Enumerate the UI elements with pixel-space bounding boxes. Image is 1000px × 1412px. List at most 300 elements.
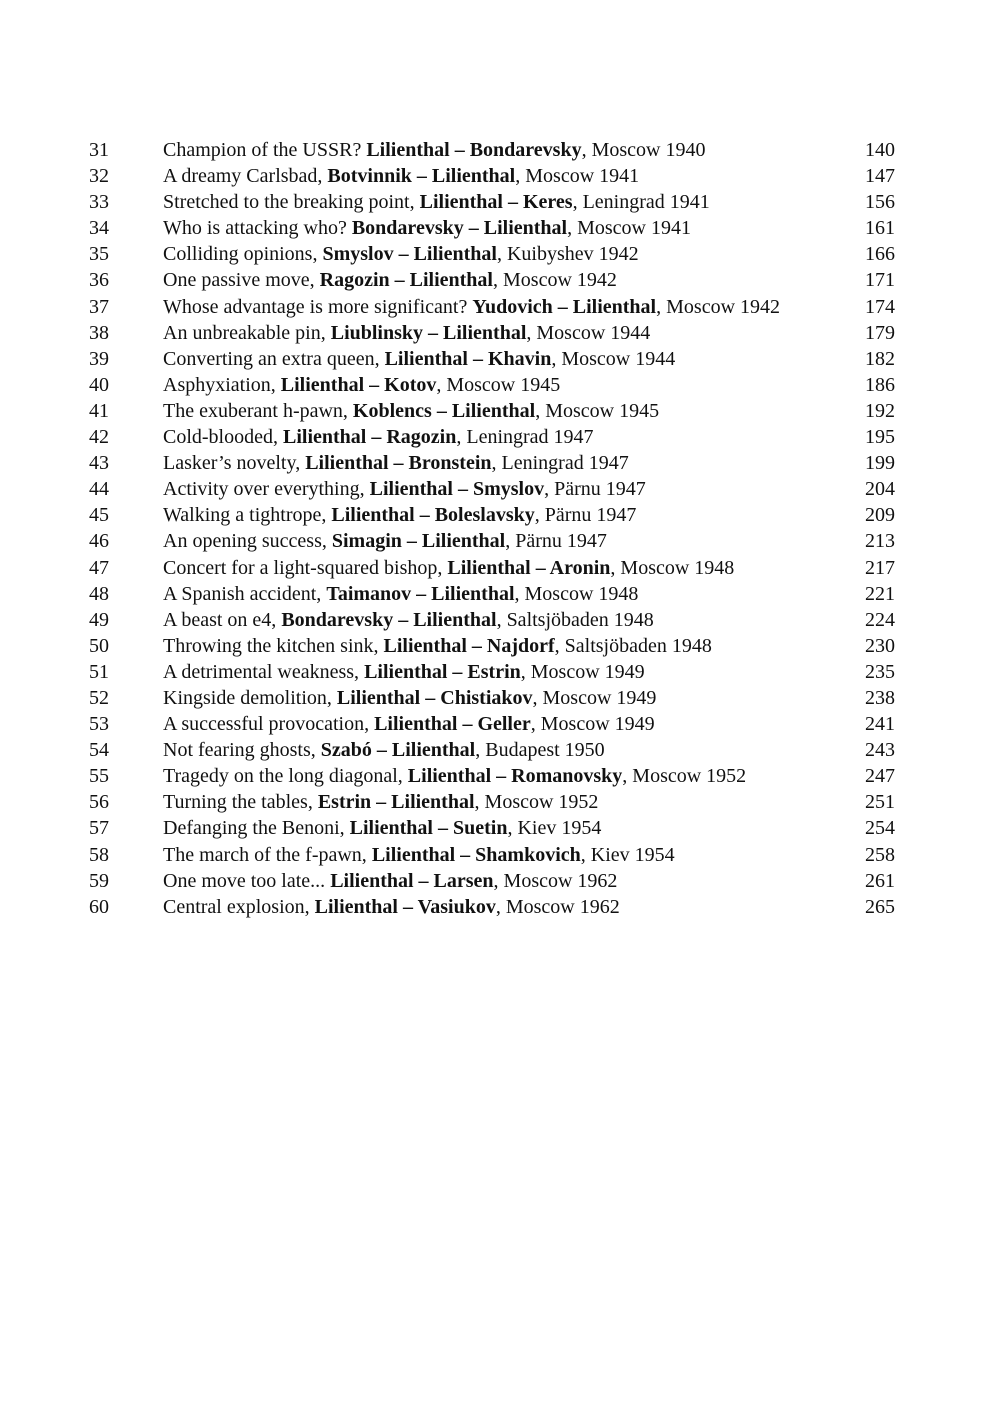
chapter-title: Walking a tightrope, <box>163 504 327 527</box>
black-player: Keres <box>522 191 573 214</box>
game-place-year: Moscow 1948 <box>524 582 639 605</box>
chapter-title: Central explosion, <box>163 895 310 918</box>
chapter-title-line <box>163 163 639 189</box>
chapter-number: 40 <box>89 373 109 396</box>
chapter-title: Kingside demolition, <box>163 686 332 709</box>
toc-entry <box>89 346 895 372</box>
players-separator: – <box>413 869 434 892</box>
chapter-title-line <box>163 711 655 737</box>
game-place-year: Moscow 1952 <box>632 765 747 788</box>
page-number: 235 <box>865 660 895 683</box>
page-number: 243 <box>865 739 895 762</box>
page-number: 182 <box>865 347 895 370</box>
toc-entry <box>89 555 895 581</box>
page-number: 241 <box>865 713 895 736</box>
toc-entry <box>89 215 895 241</box>
chapter-title: The exuberant h-pawn, <box>163 399 348 422</box>
chapter-title: One passive move, <box>163 269 315 292</box>
white-player: Lilienthal <box>330 869 414 892</box>
black-player: Lilienthal <box>431 165 516 188</box>
page-number: 247 <box>865 765 895 788</box>
toc-entry <box>89 450 895 476</box>
chapter-title-line <box>163 215 691 241</box>
players-separator: – <box>447 660 468 683</box>
page-number: 156 <box>865 191 895 214</box>
toc-entry <box>89 815 895 841</box>
toc-entry <box>89 241 895 267</box>
place-separator: , <box>554 634 565 657</box>
white-player: Lilienthal <box>371 843 456 866</box>
chapter-number: 41 <box>89 399 109 422</box>
chapter-title-line <box>163 685 656 711</box>
chapter-number: 31 <box>89 139 109 161</box>
white-player: Botvinnik <box>327 165 412 188</box>
chapter-title-line <box>163 763 746 789</box>
game-place-year: Budapest 1950 <box>485 739 605 762</box>
page-number: 186 <box>865 373 895 396</box>
toc-entry <box>89 868 895 894</box>
players-separator: – <box>552 295 573 318</box>
chapter-title-line <box>163 346 675 372</box>
game-place-year: Moscow 1942 <box>666 295 781 318</box>
page-number: 258 <box>865 843 895 866</box>
players-separator: – <box>491 765 512 788</box>
chapter-number: 38 <box>89 321 109 344</box>
chapter-title-line <box>163 894 620 920</box>
game-place-year: Saltsjöbaden 1948 <box>506 608 654 631</box>
place-separator: , <box>580 843 591 866</box>
players-separator: – <box>431 399 452 422</box>
chapter-number: 59 <box>89 869 109 892</box>
players-separator: – <box>388 452 409 475</box>
chapter-title-line <box>163 294 780 320</box>
black-player: Lilienthal <box>443 321 527 344</box>
players-separator: – <box>449 139 470 161</box>
game-place-year: Moscow 1944 <box>561 347 676 370</box>
chapter-number: 43 <box>89 452 109 475</box>
chapter-title-line <box>163 789 598 815</box>
chapter-title: A detrimental weakness, <box>163 660 360 683</box>
chapter-title: Defanging the Benoni, <box>163 817 345 840</box>
black-player: Geller <box>477 713 531 736</box>
black-player: Smyslov <box>472 478 545 501</box>
players-separator: – <box>530 556 550 579</box>
game-place-year: Moscow 1949 <box>542 686 657 709</box>
white-player: Lilienthal <box>283 426 367 449</box>
page-number: 221 <box>865 582 895 605</box>
white-player: Liublinsky <box>330 321 424 344</box>
page-number: 195 <box>865 426 895 449</box>
black-player: Estrin <box>467 660 521 683</box>
chapter-title-line <box>163 189 710 215</box>
players-separator: – <box>371 791 392 814</box>
white-player: Lilienthal <box>374 713 458 736</box>
chapter-title-line <box>163 528 607 554</box>
game-place-year: Moscow 1948 <box>620 556 735 579</box>
players-separator: – <box>457 713 478 736</box>
toc-entry <box>89 685 895 711</box>
page-number: 254 <box>865 817 895 840</box>
white-player: Lilienthal <box>419 191 503 214</box>
toc-entry <box>89 763 895 789</box>
black-player: Chistiakov <box>440 686 533 709</box>
toc-entry <box>89 424 895 450</box>
players-separator: – <box>371 739 392 762</box>
white-player: Lilienthal <box>407 765 492 788</box>
page-number: 217 <box>865 556 895 579</box>
black-player: Suetin <box>452 817 508 840</box>
black-player: Khavin <box>487 347 552 370</box>
toc-entry <box>89 267 895 293</box>
white-player: Szabó <box>320 739 372 762</box>
chapter-title: Throwing the kitchen sink, <box>163 634 379 657</box>
players-separator: – <box>364 373 385 396</box>
players-separator: – <box>398 895 418 918</box>
chapter-number: 52 <box>89 686 109 709</box>
chapter-number: 39 <box>89 347 109 370</box>
chapter-title-line <box>163 137 705 163</box>
chapter-number: 51 <box>89 660 109 683</box>
chapter-title: One move too late... <box>163 869 326 892</box>
page-number: 179 <box>865 321 895 344</box>
white-player: Lilienthal <box>364 660 448 683</box>
black-player: Lilienthal <box>413 243 497 266</box>
chapter-title-line <box>163 581 638 607</box>
game-place-year: Moscow 1942 <box>503 269 617 292</box>
place-separator: , <box>491 452 502 475</box>
players-separator: – <box>502 191 523 214</box>
place-separator: , <box>436 373 447 396</box>
toc-entry <box>89 737 895 763</box>
game-place-year: Kuibyshev 1942 <box>506 243 639 266</box>
players-separator: – <box>466 634 487 657</box>
game-place-year: Leningrad 1941 <box>582 191 710 214</box>
page-number: 147 <box>865 165 895 188</box>
place-separator: , <box>535 399 546 422</box>
page-number: 174 <box>865 295 895 318</box>
chapter-title-line <box>163 555 734 581</box>
chapter-number: 53 <box>89 713 109 736</box>
game-place-year: Leningrad 1947 <box>466 426 594 449</box>
page-number: 161 <box>865 217 895 240</box>
game-place-year: Kiev 1954 <box>590 843 675 866</box>
chapter-title: An unbreakable pin, <box>163 321 326 344</box>
chapter-number: 32 <box>89 165 109 188</box>
chapter-number: 55 <box>89 765 109 788</box>
players-separator: – <box>423 321 444 344</box>
game-place-year: Moscow 1945 <box>446 373 561 396</box>
chapter-title-line <box>163 320 650 346</box>
white-player: Lilienthal <box>314 895 398 918</box>
white-player: Smyslov <box>322 243 394 266</box>
place-separator: , <box>493 269 503 292</box>
chapter-number: 33 <box>89 191 109 214</box>
chapter-title-line <box>163 424 594 450</box>
chapter-number: 44 <box>89 478 109 501</box>
players-separator: – <box>389 269 410 292</box>
game-place-year: Moscow 1962 <box>503 869 618 892</box>
players-separator: – <box>463 217 484 240</box>
chapter-title-line <box>163 842 675 868</box>
chapter-title-line <box>163 868 617 894</box>
toc-entry <box>89 294 895 320</box>
white-player: Lilienthal <box>447 556 531 579</box>
black-player: Ragozin <box>386 426 457 449</box>
chapter-number: 49 <box>89 608 109 631</box>
white-player: Lilienthal <box>384 347 468 370</box>
chapter-title-line <box>163 267 617 293</box>
place-separator: , <box>456 426 467 449</box>
black-player: Romanovsky <box>511 765 623 788</box>
game-place-year: Moscow 1949 <box>530 660 645 683</box>
toc-entry <box>89 711 895 737</box>
place-separator: , <box>493 869 504 892</box>
white-player: Koblencs <box>352 399 432 422</box>
place-separator: , <box>572 191 583 214</box>
page-number: 265 <box>865 895 895 918</box>
place-separator: , <box>544 478 555 501</box>
white-player: Simagin <box>331 530 402 553</box>
chapter-title-line <box>163 450 629 476</box>
chapter-title-line <box>163 659 645 685</box>
chapter-title: Champion of the USSR? <box>163 139 362 161</box>
chapter-number: 46 <box>89 530 109 553</box>
black-player: Aronin <box>549 556 611 579</box>
black-player: Lilienthal <box>572 295 657 318</box>
chapter-title-line <box>163 607 654 633</box>
toc-entry <box>89 789 895 815</box>
page-number: 230 <box>865 634 895 657</box>
toc-entry <box>89 163 895 189</box>
game-place-year: Moscow 1945 <box>545 399 660 422</box>
chapter-title-line <box>163 737 605 763</box>
chapter-title: Concert for a light-squared bishop, <box>163 556 443 579</box>
players-separator: – <box>411 582 432 605</box>
white-player: Lilienthal <box>280 373 365 396</box>
toc-entry <box>89 607 895 633</box>
chapter-title: Who is attacking who? <box>163 217 347 240</box>
place-separator: , <box>507 817 518 840</box>
players-separator: – <box>455 843 476 866</box>
game-place-year: Moscow 1941 <box>525 165 640 188</box>
players-separator: – <box>467 347 488 370</box>
chapter-title: Stretched to the breaking point, <box>163 191 415 214</box>
chapter-number: 54 <box>89 739 109 762</box>
chapter-number: 36 <box>89 269 109 292</box>
place-separator: , <box>496 608 507 631</box>
players-separator: – <box>393 243 414 266</box>
chapter-title: Asphyxiation, <box>163 373 276 396</box>
toc-entry <box>89 581 895 607</box>
chapter-title: An opening success, <box>163 530 327 553</box>
chapter-title: Lasker’s novelty, <box>163 452 301 475</box>
chapter-title-line <box>163 815 601 841</box>
black-player: Lilienthal <box>483 217 568 240</box>
black-player: Shamkovich <box>475 843 581 866</box>
page-number: 204 <box>865 478 895 501</box>
toc-entry <box>89 398 895 424</box>
black-player: Kotov <box>384 373 437 396</box>
white-player: Lilienthal <box>349 817 433 840</box>
place-separator: , <box>514 582 525 605</box>
toc-entry <box>89 633 895 659</box>
chapter-title: Whose advantage is more significant? <box>163 295 468 318</box>
page-number: 166 <box>865 243 895 266</box>
place-separator: , <box>505 530 516 553</box>
toc-entry <box>89 189 895 215</box>
page-number: 251 <box>865 791 895 814</box>
players-separator: – <box>420 686 441 709</box>
black-player: Lilienthal <box>421 530 506 553</box>
chapter-number: 42 <box>89 426 109 449</box>
chapter-title: Turning the tables, <box>163 791 313 814</box>
chapter-title: Activity over everything, <box>163 478 365 501</box>
toc-entry <box>89 528 895 554</box>
toc-entry <box>89 372 895 398</box>
white-player: Taimanov <box>326 582 412 605</box>
game-place-year: Pärnu 1947 <box>544 504 637 527</box>
white-player: Lilienthal <box>331 504 415 527</box>
white-player: Lilienthal <box>366 139 450 161</box>
black-player: Boleslavsky <box>434 504 535 527</box>
chapter-number: 34 <box>89 217 109 240</box>
place-separator: , <box>622 765 633 788</box>
chapter-number: 45 <box>89 504 109 527</box>
black-player: Bondarevsky <box>469 139 582 161</box>
page-number: 192 <box>865 399 895 422</box>
toc-entry <box>89 320 895 346</box>
white-player: Bondarevsky <box>281 608 394 631</box>
chapter-number: 56 <box>89 791 109 814</box>
chapter-title: A Spanish accident, <box>163 582 322 605</box>
white-player: Lilienthal <box>305 452 389 475</box>
place-separator: , <box>534 504 545 527</box>
white-player: Lilienthal <box>383 634 467 657</box>
players-separator: – <box>411 165 432 188</box>
chapter-title: A beast on e4, <box>163 608 277 631</box>
game-place-year: Pärnu 1947 <box>554 478 646 501</box>
black-player: Lilienthal <box>413 608 497 631</box>
chapter-number: 47 <box>89 556 109 579</box>
black-player: Larsen <box>433 869 494 892</box>
chapter-title: Tragedy on the long diagonal, <box>163 765 403 788</box>
toc-entry <box>89 476 895 502</box>
chapter-title: A successful provocation, <box>163 713 370 736</box>
place-separator: , <box>532 686 543 709</box>
page-number: 213 <box>865 530 895 553</box>
white-player: Ragozin <box>319 269 390 292</box>
page-number: 238 <box>865 686 895 709</box>
chapter-title: The march of the f-pawn, <box>163 843 367 866</box>
page-number: 199 <box>865 452 895 475</box>
table-of-contents <box>89 137 895 920</box>
players-separator: – <box>366 426 387 449</box>
game-place-year: Moscow 1944 <box>536 321 651 344</box>
game-place-year: Moscow 1940 <box>591 139 706 161</box>
white-player: Lilienthal <box>369 478 453 501</box>
chapter-number: 57 <box>89 817 109 840</box>
place-separator: , <box>581 139 592 161</box>
chapter-title-line <box>163 398 659 424</box>
page-number: 140 <box>865 139 895 161</box>
page-number: 261 <box>865 869 895 892</box>
black-player: Najdorf <box>486 634 555 657</box>
chapter-title: Converting an extra queen, <box>163 347 380 370</box>
chapter-number: 60 <box>89 895 109 918</box>
place-separator: , <box>520 660 531 683</box>
players-separator: – <box>401 530 422 553</box>
page-number: 209 <box>865 504 895 527</box>
game-place-year: Moscow 1949 <box>540 713 655 736</box>
game-place-year: Saltsjöbaden 1948 <box>564 634 712 657</box>
place-separator: , <box>495 895 506 918</box>
chapter-title: A dreamy Carlsbad, <box>163 165 323 188</box>
place-separator: , <box>530 713 541 736</box>
black-player: Lilienthal <box>409 269 493 292</box>
black-player: Lilienthal <box>451 399 536 422</box>
game-place-year: Moscow 1952 <box>484 791 599 814</box>
place-separator: , <box>526 321 537 344</box>
place-separator: , <box>551 347 562 370</box>
chapter-title-line <box>163 241 639 267</box>
white-player: Bondarevsky <box>351 217 464 240</box>
toc-entry <box>89 842 895 868</box>
black-player: Bronstein <box>408 452 492 475</box>
chapter-number: 50 <box>89 634 109 657</box>
toc-entry <box>89 659 895 685</box>
place-separator: , <box>567 217 578 240</box>
black-player: Vasiukov <box>417 895 496 918</box>
place-separator: , <box>496 243 507 266</box>
chapter-number: 48 <box>89 582 109 605</box>
game-place-year: Pärnu 1947 <box>515 530 607 553</box>
black-player: Lilienthal <box>391 739 476 762</box>
place-separator: , <box>474 791 485 814</box>
place-separator: , <box>515 165 526 188</box>
white-player: Estrin <box>317 791 372 814</box>
chapter-number: 35 <box>89 243 109 266</box>
page-number: 171 <box>865 269 895 292</box>
black-player: Lilienthal <box>391 791 475 814</box>
toc-entry <box>89 502 895 528</box>
game-place-year: Moscow 1962 <box>505 895 620 918</box>
players-separator: – <box>452 478 473 501</box>
game-place-year: Leningrad 1947 <box>501 452 629 475</box>
chapter-title-line <box>163 633 712 659</box>
black-player: Lilienthal <box>431 582 515 605</box>
place-separator: , <box>610 556 621 579</box>
chapter-title-line <box>163 476 646 502</box>
chapter-title: Colliding opinions, <box>163 243 318 266</box>
game-place-year: Moscow 1941 <box>577 217 691 240</box>
place-separator: , <box>475 739 486 762</box>
white-player: Lilienthal <box>336 686 421 709</box>
chapter-number: 37 <box>89 295 109 318</box>
chapter-title-line <box>163 502 636 528</box>
place-separator: , <box>656 295 667 318</box>
chapter-title: Cold-blooded, <box>163 426 278 449</box>
players-separator: – <box>432 817 453 840</box>
chapter-title: Not fearing ghosts, <box>163 739 316 762</box>
toc-entry <box>89 894 895 920</box>
white-player: Yudovich <box>472 295 553 318</box>
chapter-number: 58 <box>89 843 109 866</box>
toc-entry <box>89 137 895 163</box>
players-separator: – <box>414 504 435 527</box>
game-place-year: Kiev 1954 <box>517 817 602 840</box>
chapter-title-line <box>163 372 560 398</box>
page-number: 224 <box>865 608 895 631</box>
